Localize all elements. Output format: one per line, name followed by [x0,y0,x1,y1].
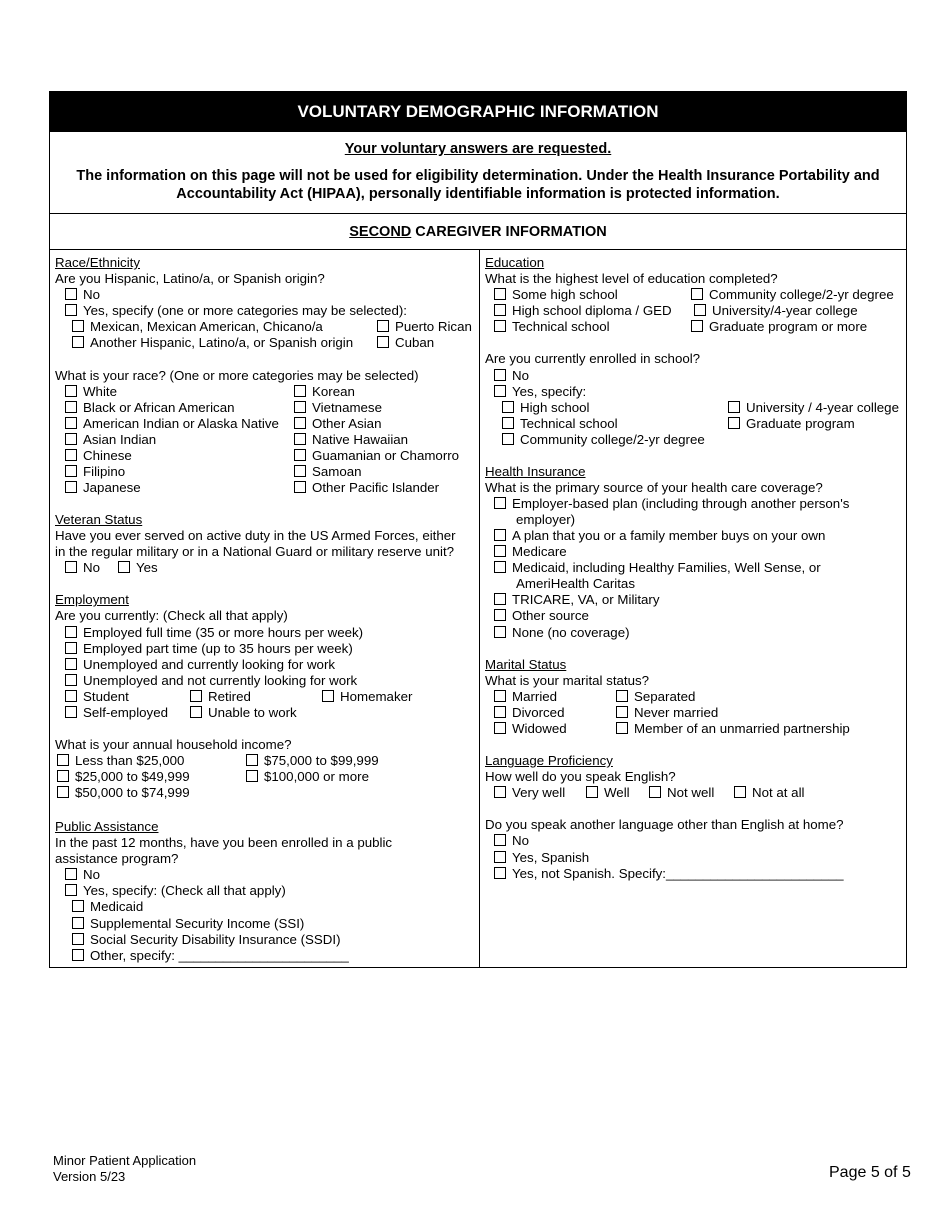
form-title: VOLUNTARY DEMOGRAPHIC INFORMATION [50,92,906,132]
checkbox[interactable] [57,754,69,766]
enrolled-no-option[interactable] [494,368,529,384]
self-employed-option[interactable] [65,705,168,721]
checkbox[interactable] [322,690,334,702]
option-label: Other Pacific Islander [312,480,440,495]
hispanic-yes-option[interactable] [65,303,407,319]
spanish-option[interactable] [494,850,589,866]
option-label: Other source [512,608,589,623]
not-spanish-option[interactable] [494,866,843,882]
checkbox[interactable] [494,385,506,397]
option-label: No [83,287,100,302]
checkbox[interactable] [72,336,84,348]
race-option[interactable] [65,416,279,432]
university-option[interactable] [694,303,858,319]
graduate-option[interactable] [691,319,867,335]
race-option[interactable] [294,384,355,400]
other-language-question: Do you speak another language other than English at home? [485,817,844,832]
checkbox[interactable] [502,401,514,413]
checkbox[interactable] [494,545,506,557]
option-label: Not well [667,785,715,800]
mexican-option[interactable] [72,319,323,335]
footer-version: Version 5/23 [53,1169,126,1184]
checkbox[interactable] [65,868,77,880]
section-title-emphasis: SECOND [349,224,412,240]
checkbox[interactable] [294,449,306,461]
race-option[interactable] [294,448,459,464]
option-label: Medicaid, including Healthy Families, Well Sense, or [512,560,821,575]
employer-plan-cont: employer) [516,512,576,527]
not-well-option[interactable] [649,785,714,801]
option-label: Social Security Disability Insurance (SSDI) [90,932,341,947]
option-label: University/4-year college [712,303,858,318]
checkbox[interactable] [65,433,77,445]
option-label: Supplemental Security Income (SSI) [90,916,305,931]
checkbox[interactable] [502,417,514,429]
section-title [50,214,906,250]
not-at-all-option[interactable] [734,785,804,801]
veteran-question: Have you ever served on active duty in the US Armed Forces, either [55,528,456,543]
left-column [50,250,480,967]
option-label: Unable to work [208,705,297,720]
enrolled-hs-option[interactable] [502,400,589,416]
income-option[interactable] [57,769,190,785]
race-option[interactable] [65,432,156,448]
checkbox[interactable] [65,674,77,686]
checkbox[interactable] [65,626,77,638]
puerto-rican-option[interactable] [377,319,472,335]
insurance-medicaid-cont: AmeriHealth Caritas [516,576,635,591]
checkbox[interactable] [494,497,506,509]
enrolled-graduate-option[interactable] [728,416,855,432]
footer-doc-name: Minor Patient Application [53,1153,197,1168]
income-option[interactable] [57,753,184,769]
option-label: No [512,368,529,383]
option-label: Community college/2-yr degree [520,432,705,447]
option-label: Filipino [83,464,126,479]
checkbox[interactable] [65,561,77,573]
separated-option[interactable] [616,689,695,705]
checkbox[interactable] [65,417,77,429]
option-label: Employer-based plan (including through another person's [512,496,850,511]
checkbox[interactable] [65,706,77,718]
assistance-other-option[interactable] [72,948,349,964]
checkbox[interactable] [294,465,306,477]
checkbox[interactable] [494,609,506,621]
other-language-no-option[interactable] [494,833,529,849]
education-heading: Education [485,255,545,270]
option-label: Unemployed and not currently looking for work [83,673,358,688]
language-heading: Language Proficiency [485,753,613,768]
checkbox[interactable] [649,786,661,798]
employment-heading: Employment [55,592,129,607]
race-question: What is your race? (One or more categories may be selected) [55,368,419,383]
option-label: Community college/2-yr degree [709,287,894,302]
homemaker-option[interactable] [322,689,412,705]
veteran-yes-option[interactable] [118,560,158,576]
insurance-medicaid-option[interactable] [494,560,821,576]
checkbox[interactable] [65,304,77,316]
option-label: Yes, not Spanish. Specify:________________________ [512,866,844,881]
option-label: Black or African American [83,400,235,415]
tricare-option[interactable] [494,592,660,608]
enrolled-technical-option[interactable] [502,416,618,432]
option-label: Medicare [512,544,567,559]
option-label: $25,000 to $49,999 [75,769,190,784]
race-option[interactable] [294,416,381,432]
enrolled-yes-option[interactable] [494,384,586,400]
option-label: Another Hispanic, Latino/a, or Spanish origin [90,335,354,350]
option-label: Guamanian or Chamorro [312,448,460,463]
option-label: $75,000 to $99,999 [264,753,379,768]
cuban-option[interactable] [377,335,434,351]
divorced-option[interactable] [494,705,564,721]
checkbox[interactable] [494,834,506,846]
option-label: Yes, specify (one or more categories may be selected): [83,303,407,318]
checkbox[interactable] [494,786,506,798]
checkbox[interactable] [494,320,506,332]
checkbox[interactable] [734,786,746,798]
option-label: Other Asian [312,416,382,431]
option-label: Yes, specify: (Check all that apply) [83,883,286,898]
race-option[interactable] [65,384,117,400]
hispanic-no-option[interactable] [65,287,100,303]
never-married-option[interactable] [616,705,718,721]
checkbox[interactable] [246,754,258,766]
checkbox[interactable] [728,417,740,429]
race-option[interactable] [65,480,141,496]
option-label: Cuban [395,335,435,350]
option-label: Technical school [512,319,610,334]
option-label: Homemaker [340,689,413,704]
option-label: Employed part time (up to 35 hours per week) [83,641,353,656]
checkbox[interactable] [377,320,389,332]
option-label: Korean [312,384,355,399]
option-label: Very well [512,785,566,800]
option-label: No [512,833,529,848]
checkbox[interactable] [616,690,628,702]
community-college-option[interactable] [691,287,894,303]
option-label: Puerto Rican [395,319,472,334]
right-column [480,250,906,967]
checkbox[interactable] [57,770,69,782]
checkbox[interactable] [294,385,306,397]
checkbox[interactable] [65,690,77,702]
checkbox[interactable] [494,593,506,605]
english-question: How well do you speak English? [485,769,676,784]
full-time-option[interactable] [65,625,363,641]
income-option[interactable] [57,785,190,801]
checkbox[interactable] [377,336,389,348]
ssi-option[interactable] [72,916,304,932]
checkbox[interactable] [294,481,306,493]
checkbox[interactable] [190,690,202,702]
checkbox[interactable] [294,417,306,429]
assistance-yes-option[interactable] [65,883,286,899]
very-well-option[interactable] [494,785,565,801]
race-ethnicity-heading: Race/Ethnicity [55,255,140,270]
checkbox[interactable] [494,626,506,638]
page-number: Page 5 of 5 [829,1164,911,1181]
option-label: Student [83,689,129,704]
checkbox[interactable] [65,481,77,493]
option-label: Self-employed [83,705,168,720]
race-option[interactable] [294,400,382,416]
option-label: Yes, Spanish [512,850,590,865]
checkbox[interactable] [691,320,703,332]
income-option[interactable] [246,769,369,785]
option-label: Divorced [512,705,565,720]
race-option[interactable] [65,464,125,480]
health-insurance-question: What is the primary source of your health care coverage? [485,480,823,495]
option-label: Other, specify: _______________________ [90,948,349,963]
option-label: Not at all [752,785,805,800]
partnership-option[interactable] [616,721,850,737]
checkbox[interactable] [728,401,740,413]
veteran-no-option[interactable] [65,560,100,576]
income-question: What is your annual household income? [55,737,292,752]
checkbox[interactable] [502,433,514,445]
option-label: High school diploma / GED [512,303,672,318]
checkbox[interactable] [494,288,506,300]
race-option[interactable] [65,400,235,416]
checkbox[interactable] [65,288,77,300]
veteran-question-cont: in the regular military or in a National Guard or military reserve unit? [55,544,455,559]
option-label: Well [604,785,630,800]
option-label: Chinese [83,448,132,463]
checkbox[interactable] [65,884,77,896]
checkbox[interactable] [694,304,706,316]
option-label: Member of an unmarried partnership [634,721,850,736]
health-insurance-heading: Health Insurance [485,464,586,479]
option-label: Yes [136,560,158,575]
medicaid-option[interactable] [72,899,143,915]
another-hispanic-option[interactable] [72,335,353,351]
technical-option[interactable] [494,319,610,335]
checkbox[interactable] [72,320,84,332]
privacy-notice: The information on this page will not be used for eligibility determination. Under the Health Insurance Portability and Accountability Act (HIPAA), personally identifiable information is protected information. [76,168,880,202]
checkbox[interactable] [72,900,84,912]
option-label: Graduate program [746,416,855,431]
checkbox[interactable] [190,706,202,718]
demographic-form [49,91,907,968]
checkbox[interactable] [294,401,306,413]
option-label: Unemployed and currently looking for work [83,657,336,672]
checkbox[interactable] [294,433,306,445]
public-assistance-question-cont: assistance program? [55,851,179,866]
race-option[interactable] [65,448,132,464]
footer-doc-info [53,1153,196,1185]
checkbox[interactable] [494,706,506,718]
intro-section [50,132,906,214]
marital-heading: Marital Status [485,657,567,672]
other-source-option[interactable] [494,608,589,624]
option-label: American Indian or Alaska Native [83,416,279,431]
public-assistance-heading: Public Assistance [55,819,159,834]
request-line: Your voluntary answers are requested. [344,141,612,157]
married-option[interactable] [494,689,557,705]
option-label: Medicaid [90,899,144,914]
option-label: Separated [634,689,696,704]
part-time-option[interactable] [65,641,353,657]
employer-plan-option[interactable] [494,496,849,512]
well-option[interactable] [586,785,630,801]
employment-question: Are you currently: (Check all that apply) [55,608,288,623]
option-label: Married [512,689,558,704]
option-label: White [83,384,117,399]
assistance-no-option[interactable] [65,867,100,883]
option-label: Less than $25,000 [75,753,185,768]
medicare-option[interactable] [494,544,567,560]
hispanic-question: Are you Hispanic, Latino/a, or Spanish origin? [55,271,325,286]
race-option[interactable] [294,480,439,496]
checkbox[interactable] [616,706,628,718]
enrolled-community-option[interactable] [502,432,705,448]
option-label: $50,000 to $74,999 [75,785,190,800]
student-option[interactable] [65,689,129,705]
option-label: Retired [208,689,251,704]
option-label: Mexican, Mexican American, Chicano/a [90,319,323,334]
option-label: No [83,560,100,575]
checkbox[interactable] [494,304,506,316]
checkbox[interactable] [246,770,258,782]
checkbox[interactable] [57,786,69,798]
hs-diploma-option[interactable] [494,303,672,319]
checkbox[interactable] [494,561,506,573]
race-option[interactable] [294,464,362,480]
veteran-heading: Veteran Status [55,512,143,527]
income-option[interactable] [246,753,379,769]
option-label: TRICARE, VA, or Military [512,592,660,607]
section-title-rest: CAREGIVER INFORMATION [411,224,607,240]
checkbox[interactable] [494,369,506,381]
checkbox[interactable] [494,867,506,879]
checkbox[interactable] [691,288,703,300]
checkbox[interactable] [494,690,506,702]
unemployed-not-option[interactable] [65,673,357,689]
retired-option[interactable] [190,689,251,705]
checkbox[interactable] [65,385,77,397]
option-label: Samoan [312,464,362,479]
option-label: Native Hawaiian [312,432,409,447]
option-label: Widowed [512,721,567,736]
checkbox[interactable] [494,851,506,863]
checkbox[interactable] [72,933,84,945]
option-label: Yes, specify: [512,384,587,399]
option-label: Technical school [520,416,618,431]
checkbox[interactable] [65,449,77,461]
option-label: Asian Indian [83,432,157,447]
marital-question: What is your marital status? [485,673,650,688]
checkbox[interactable] [65,658,77,670]
checkbox[interactable] [65,465,77,477]
option-label: High school [520,400,590,415]
option-label: A plan that you or a family member buys on your own [512,528,826,543]
education-question: What is the highest level of education completed? [485,271,778,286]
unable-option[interactable] [190,705,297,721]
own-plan-option[interactable] [494,528,825,544]
checkbox[interactable] [65,642,77,654]
checkbox[interactable] [616,722,628,734]
option-label: $100,000 or more [264,769,369,784]
option-label: Vietnamese [312,400,382,415]
option-label: Some high school [512,287,618,302]
no-coverage-option[interactable] [494,625,630,641]
unemployed-looking-option[interactable] [65,657,335,673]
option-label: Japanese [83,480,141,495]
checkbox[interactable] [72,949,84,961]
option-label: No [83,867,100,882]
checkbox[interactable] [65,401,77,413]
option-label: Never married [634,705,719,720]
widowed-option[interactable] [494,721,567,737]
option-label: Employed full time (35 or more hours per week) [83,625,364,640]
option-label: University / 4-year college [746,400,899,415]
public-assistance-question: In the past 12 months, have you been enrolled in a public [55,835,393,850]
checkbox[interactable] [586,786,598,798]
checkbox[interactable] [118,561,130,573]
enrolled-question: Are you currently enrolled in school? [485,351,701,366]
some-hs-option[interactable] [494,287,618,303]
ssdi-option[interactable] [72,932,341,948]
checkbox[interactable] [494,529,506,541]
option-label: Graduate program or more [709,319,868,334]
option-label: None (no coverage) [512,625,630,640]
checkbox[interactable] [72,917,84,929]
checkbox[interactable] [494,722,506,734]
race-option[interactable] [294,432,408,448]
enrolled-university-option[interactable] [728,400,899,416]
